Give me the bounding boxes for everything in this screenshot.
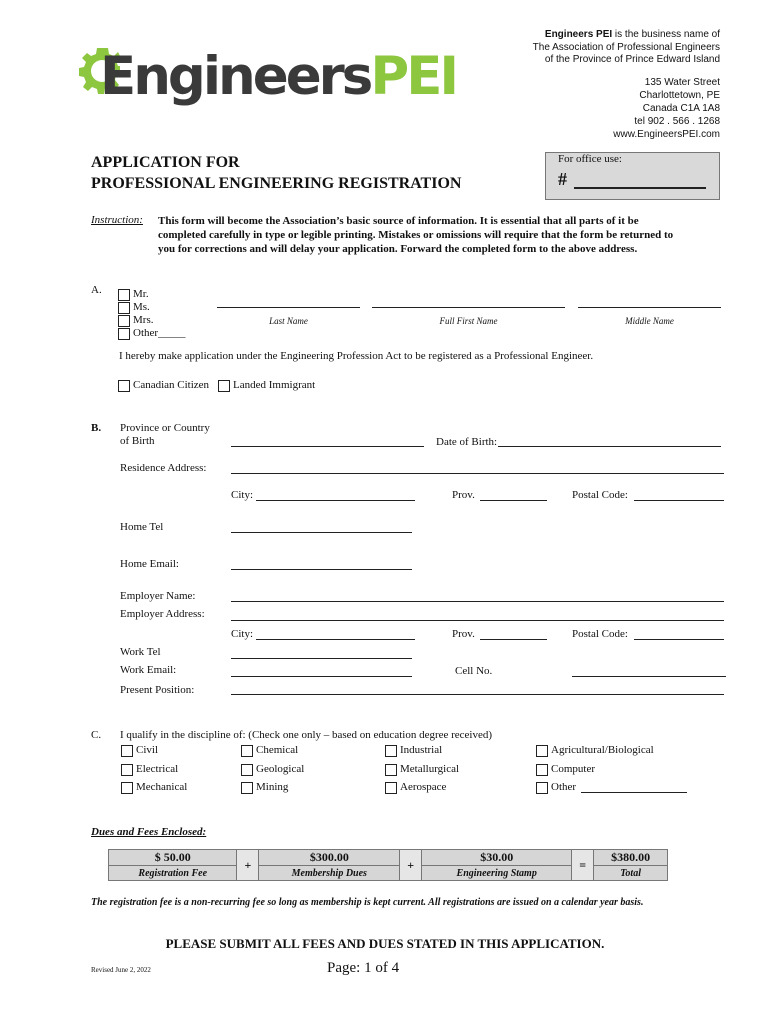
aerospace-checkbox[interactable] [385,782,397,794]
plus-operator: + [237,850,259,881]
electrical-label: Electrical [136,763,179,775]
membership-dues-amount: $300.00 [259,850,400,866]
employer-city-label: City: [231,628,254,640]
work-email-label: Work Email: [120,664,177,676]
title-other-label: Other_____ [133,327,186,339]
section-b-letter: B. [91,422,102,434]
registration-fee-amount: $ 50.00 [109,850,237,866]
residence-address-field[interactable] [231,473,724,474]
residence-prov-field[interactable] [480,500,547,501]
employer-prov-field[interactable] [480,639,547,640]
metallurgical-checkbox[interactable] [385,764,397,776]
mining-checkbox[interactable] [241,782,253,794]
geological-label: Geological [256,763,305,775]
work-tel-field[interactable] [231,658,412,659]
org-description: Engineers PEI is the business name of The Association of Professional Engineers of the Province of Prince Edward Island [532,29,720,65]
discipline-intro: I qualify in the discipline of: (Check one only – based on education degree received) [120,729,493,741]
last-name-field[interactable] [217,307,360,308]
home-email-label: Home Email: [120,558,179,570]
section-a-letter: A. [91,284,102,296]
other-discipline-field[interactable] [581,792,687,793]
office-use-label: For office use: [558,153,622,165]
employer-postal-field[interactable] [634,639,724,640]
home-tel-label: Home Tel [120,521,164,533]
title-mr-checkbox[interactable] [118,289,130,301]
residence-postal-field[interactable] [634,500,724,501]
dob-field[interactable] [498,446,721,447]
home-tel-field[interactable] [231,532,412,533]
plus-operator: + [400,850,422,881]
metallurgical-label: Metallurgical [400,763,460,775]
declaration-text: I hereby make application under the Engineering Profession Act to be registered as a Professional Engineer. [119,350,594,362]
fees-table [108,849,668,881]
cell-field[interactable] [572,676,726,677]
last-name-label: Last Name [269,316,308,326]
revised-date: Revised June 2, 2022 [91,966,151,974]
org-address: 135 Water Street Charlottetown, PE Canada C1A 1A8 tel 902 . 566 . 1268 www.EngineersPEI.com [613,77,720,140]
agricultural-label: Agricultural/Biological [551,744,654,756]
residence-city-label: City: [231,489,254,501]
office-hash: # [558,169,567,189]
birth-place-field[interactable] [231,446,424,447]
landed-immigrant-label: Landed Immigrant [233,379,316,391]
agricultural-checkbox[interactable] [536,745,548,757]
submit-fees-notice: PLEASE SUBMIT ALL FEES AND DUES STATED IN THIS APPLICATION. [165,936,605,951]
employer-name-label: Employer Name: [120,590,196,602]
other-discipline-label: Other [551,781,577,793]
other-discipline-checkbox[interactable] [536,782,548,794]
landed-immigrant-checkbox[interactable] [218,380,230,392]
work-email-field[interactable] [231,676,412,677]
mechanical-checkbox[interactable] [121,782,133,794]
work-tel-label: Work Tel [120,646,161,658]
employer-name-field[interactable] [231,601,724,602]
computer-checkbox[interactable] [536,764,548,776]
geological-checkbox[interactable] [241,764,253,776]
industrial-checkbox[interactable] [385,745,397,757]
industrial-label: Industrial [400,744,443,756]
employer-address-label: Employer Address: [120,608,205,620]
chemical-checkbox[interactable] [241,745,253,757]
office-number-field [574,187,706,189]
canadian-citizen-checkbox[interactable] [118,380,130,392]
computer-label: Computer [551,763,595,775]
birth-place-label: Province or Country of Birth [120,422,210,447]
residence-city-field[interactable] [256,500,415,501]
total-label: Total [594,866,668,881]
membership-dues-label: Membership Dues [259,866,400,881]
employer-city-field[interactable] [256,639,415,640]
first-name-label: Full First Name [439,316,498,326]
chemical-label: Chemical [256,744,299,756]
instruction-label: Instruction: [91,214,143,226]
engineering-stamp-label: Engineering Stamp [422,866,572,881]
equals-operator: = [572,850,594,881]
mechanical-label: Mechanical [136,781,188,793]
cell-label: Cell No. [455,665,493,677]
fees-heading: Dues and Fees Enclosed: [91,826,207,838]
civil-checkbox[interactable] [121,745,133,757]
title-ms-label: Ms. [133,301,150,313]
registration-fee-label: Registration Fee [109,866,237,881]
employer-postal-label: Postal Code: [572,628,628,640]
first-name-field[interactable] [372,307,565,308]
engineers-pei-logo: EngineersPEI [100,46,457,107]
canadian-citizen-label: Canadian Citizen [133,379,210,391]
instruction-text: This form will become the Association’s basic source of information. It is essential that all parts of it be completed carefully in type or legible printing. Mistakes or omissions will require that the form be returned to you for corrections and will delay your application. Forward the completed form to the above address. [158,215,674,255]
residence-prov-label: Prov. [452,489,475,501]
page-title: APPLICATION FOR PROFESSIONAL ENGINEERING REGISTRATION [91,154,462,192]
electrical-checkbox[interactable] [121,764,133,776]
residence-postal-label: Postal Code: [572,489,628,501]
middle-name-field[interactable] [578,307,721,308]
residence-address-label: Residence Address: [120,462,207,474]
present-position-label: Present Position: [120,684,195,696]
civil-label: Civil [136,744,159,756]
title-mrs-checkbox[interactable] [118,315,130,327]
section-c-letter: C. [91,729,102,741]
title-mr-label: Mr. [133,288,149,300]
title-ms-checkbox[interactable] [118,302,130,314]
total-amount: $380.00 [594,850,668,866]
home-email-field[interactable] [231,569,412,570]
dob-label: Date of Birth: [436,436,498,448]
fees-note: The registration fee is a non-recurring fee so long as membership is kept current. All registrations are issued on a calendar year basis. [91,897,644,908]
mining-label: Mining [256,781,289,793]
title-mrs-label: Mrs. [133,314,154,326]
office-use-box [545,152,720,200]
engineering-stamp-amount: $30.00 [422,850,572,866]
middle-name-label: Middle Name [625,316,674,326]
employer-prov-label: Prov. [452,628,475,640]
employer-address-field[interactable] [231,620,724,621]
title-other-checkbox[interactable] [118,328,130,340]
present-position-field[interactable] [231,694,724,695]
aerospace-label: Aerospace [400,781,447,793]
page-number: Page: 1 of 4 [327,960,400,976]
